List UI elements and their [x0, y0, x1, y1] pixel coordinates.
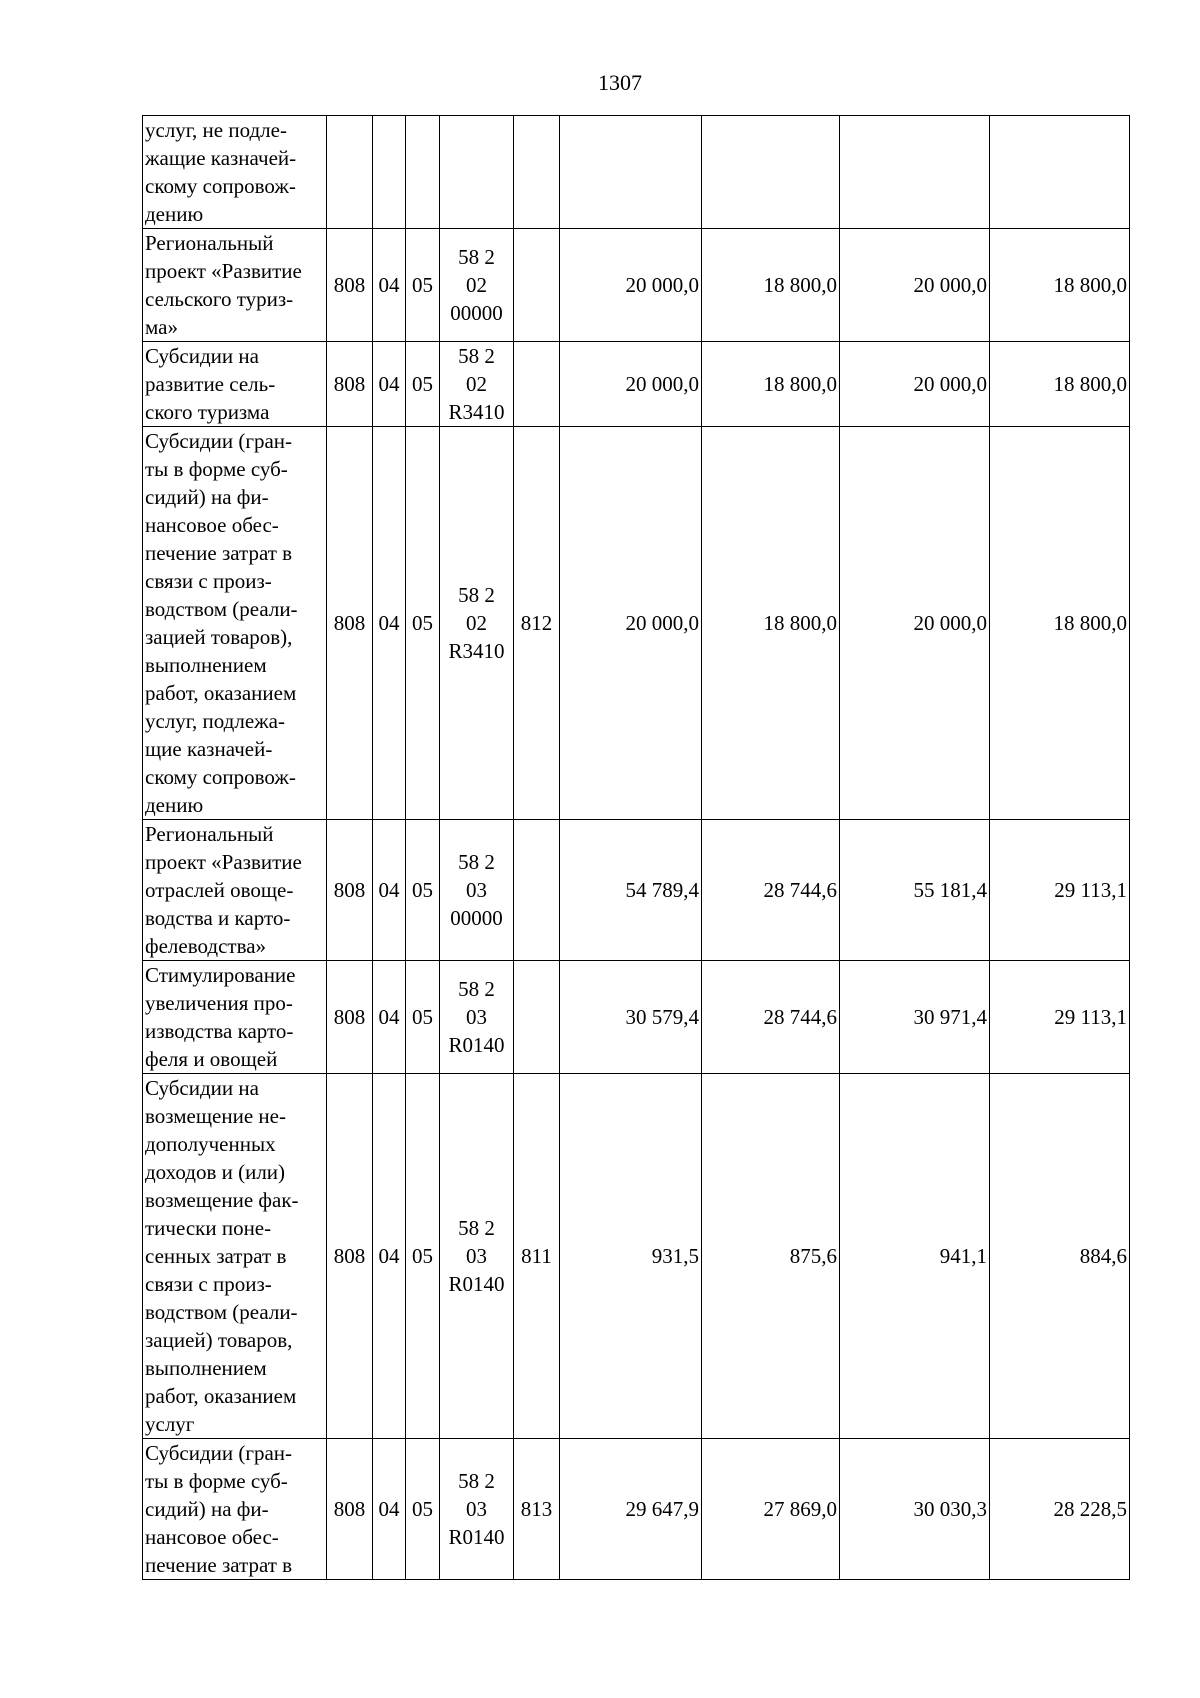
row-vr — [514, 820, 560, 961]
row-value-2: 18 800,0 — [702, 427, 840, 820]
row-csr: 58 2 02 R3410 — [440, 427, 514, 820]
row-value-4 — [990, 116, 1130, 229]
row-csr: 58 2 03 00000 — [440, 820, 514, 961]
row-value-1: 54 789,4 — [560, 820, 702, 961]
row-name: Субсидии на развитие сель- ского туризма — [143, 342, 327, 427]
table-row — [143, 342, 1130, 427]
row-name: Стимулирование увеличения про- изводства карто- феля и овощей — [143, 961, 327, 1074]
table-row — [143, 1074, 1130, 1439]
row-csr: 58 2 03 R0140 — [440, 961, 514, 1074]
row-gr: 808 — [327, 229, 373, 342]
row-pr: 05 — [406, 342, 440, 427]
row-pr: 05 — [406, 1074, 440, 1439]
row-pr: 05 — [406, 1439, 440, 1580]
row-vr: 812 — [514, 427, 560, 820]
row-csr: 58 2 03 R0140 — [440, 1439, 514, 1580]
table-row — [143, 116, 1130, 229]
row-value-3: 20 000,0 — [840, 342, 990, 427]
row-value-2: 18 800,0 — [702, 342, 840, 427]
row-value-1: 20 000,0 — [560, 427, 702, 820]
row-vr — [514, 229, 560, 342]
table-row — [143, 229, 1130, 342]
table-row — [143, 961, 1130, 1074]
row-value-1: 30 579,4 — [560, 961, 702, 1074]
row-value-4: 28 228,5 — [990, 1439, 1130, 1580]
row-pr: 05 — [406, 427, 440, 820]
row-rz: 04 — [373, 961, 406, 1074]
row-name: Субсидии на возмещение не- дополученных доходов и (или) возмещение фак- тически поне- сенных затрат в связи с произ- водством (реали- зацией) товаров, выполнением работ, оказанием услуг — [143, 1074, 327, 1439]
row-value-2: 875,6 — [702, 1074, 840, 1439]
row-value-3: 20 000,0 — [840, 427, 990, 820]
row-csr: 58 2 02 R3410 — [440, 342, 514, 427]
row-value-1: 29 647,9 — [560, 1439, 702, 1580]
row-rz: 04 — [373, 229, 406, 342]
row-rz — [373, 116, 406, 229]
row-value-4: 29 113,1 — [990, 820, 1130, 961]
row-value-2: 28 744,6 — [702, 820, 840, 961]
row-value-1: 931,5 — [560, 1074, 702, 1439]
row-gr: 808 — [327, 1439, 373, 1580]
row-value-2: 28 744,6 — [702, 961, 840, 1074]
row-pr: 05 — [406, 229, 440, 342]
row-gr: 808 — [327, 961, 373, 1074]
row-vr: 813 — [514, 1439, 560, 1580]
row-value-4: 18 800,0 — [990, 427, 1130, 820]
row-name: Региональный проект «Развитие отраслей овоще- водства и карто- фелеводства» — [143, 820, 327, 961]
row-value-2: 27 869,0 — [702, 1439, 840, 1580]
table-row — [143, 427, 1130, 820]
row-vr: 811 — [514, 1074, 560, 1439]
row-name: Субсидии (гран- ты в форме суб- сидий) на фи- нансовое обес- печение затрат в связи с произ- водством (реали- зацией товаров), выполнением работ, оказанием услуг, подлежа- щие казначей- скому сопровож- дению — [143, 427, 327, 820]
row-gr: 808 — [327, 820, 373, 961]
table-row — [143, 1439, 1130, 1580]
row-value-3: 30 971,4 — [840, 961, 990, 1074]
row-value-4: 884,6 — [990, 1074, 1130, 1439]
row-rz: 04 — [373, 427, 406, 820]
row-rz: 04 — [373, 1439, 406, 1580]
row-value-3: 20 000,0 — [840, 229, 990, 342]
budget-table — [142, 115, 1130, 1580]
row-value-4: 18 800,0 — [990, 229, 1130, 342]
row-pr: 05 — [406, 961, 440, 1074]
table-body — [143, 116, 1130, 1580]
row-pr: 05 — [406, 820, 440, 961]
row-csr: 58 2 03 R0140 — [440, 1074, 514, 1439]
page-number: 1307 — [598, 70, 642, 95]
row-rz: 04 — [373, 1074, 406, 1439]
row-value-4: 29 113,1 — [990, 961, 1130, 1074]
table-row — [143, 820, 1130, 961]
row-name: услуг, не подле- жащие казначей- скому сопровож- дению — [143, 116, 327, 229]
row-gr — [327, 116, 373, 229]
row-value-4: 18 800,0 — [990, 342, 1130, 427]
row-gr: 808 — [327, 1074, 373, 1439]
row-value-1: 20 000,0 — [560, 229, 702, 342]
row-value-3 — [840, 116, 990, 229]
row-pr — [406, 116, 440, 229]
row-rz: 04 — [373, 820, 406, 961]
row-gr: 808 — [327, 342, 373, 427]
row-csr: 58 2 02 00000 — [440, 229, 514, 342]
row-gr: 808 — [327, 427, 373, 820]
row-value-1 — [560, 116, 702, 229]
row-value-2 — [702, 116, 840, 229]
row-vr — [514, 116, 560, 229]
row-value-3: 30 030,3 — [840, 1439, 990, 1580]
row-value-3: 941,1 — [840, 1074, 990, 1439]
row-name: Субсидии (гран- ты в форме суб- сидий) на фи- нансовое обес- печение затрат в — [143, 1439, 327, 1580]
row-rz: 04 — [373, 342, 406, 427]
row-value-2: 18 800,0 — [702, 229, 840, 342]
row-value-1: 20 000,0 — [560, 342, 702, 427]
row-value-3: 55 181,4 — [840, 820, 990, 961]
row-vr — [514, 342, 560, 427]
row-name: Региональный проект «Развитие сельского туриз- ма» — [143, 229, 327, 342]
row-csr — [440, 116, 514, 229]
row-vr — [514, 961, 560, 1074]
